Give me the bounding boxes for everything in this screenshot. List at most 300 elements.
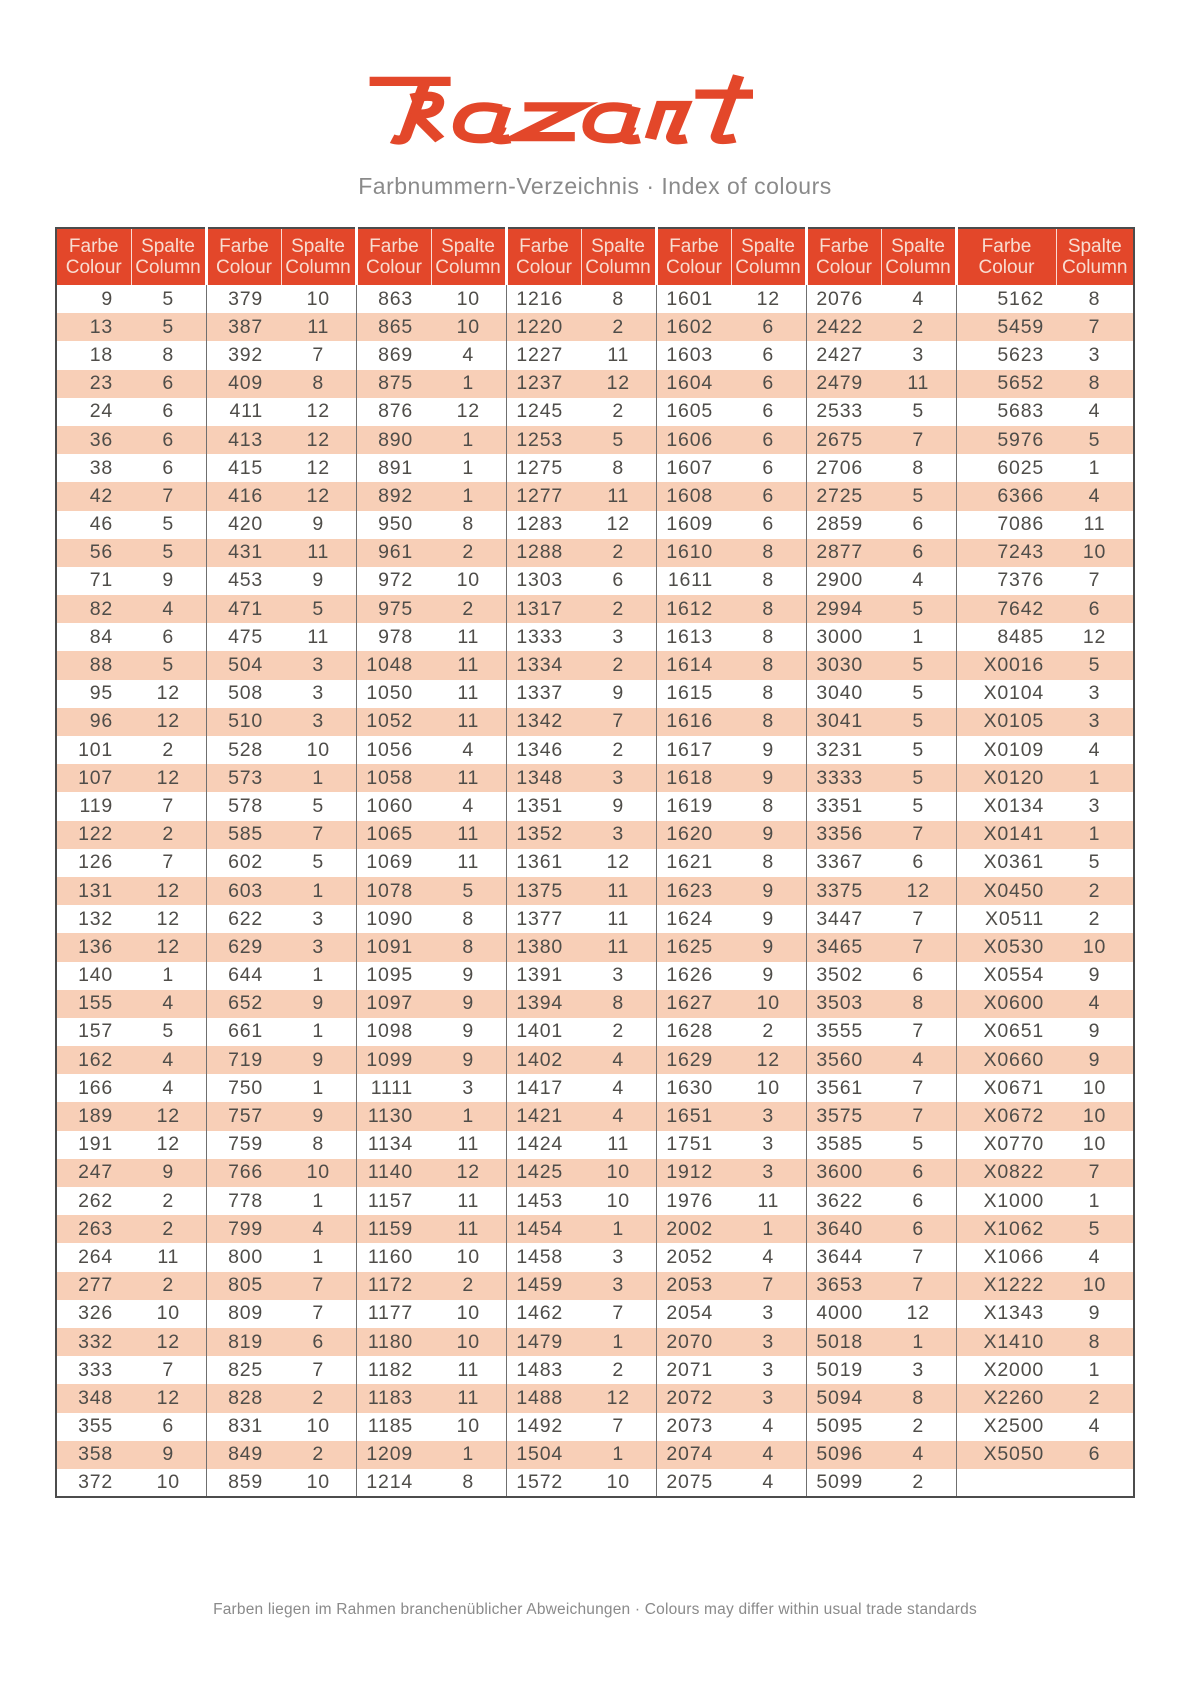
page-title: Farbnummern-Verzeichnis · Index of colours <box>358 173 832 199</box>
cell-column-number: 12 <box>581 1384 656 1412</box>
cell-colour-number: 5652 <box>956 370 1056 398</box>
cell-column-number: 1 <box>431 1102 506 1130</box>
cell-column-number: 7 <box>731 1272 806 1300</box>
cell-column-number: 12 <box>131 877 206 905</box>
cell-column-number: 8 <box>462 1470 475 1493</box>
cell-column-number: 1 <box>312 1020 325 1043</box>
cell-column-number: 2 <box>1088 907 1101 930</box>
cell-colour-number: X0016 <box>956 651 1056 679</box>
cell-colour-number: 3231 <box>806 736 881 764</box>
cell-column-number: 11 <box>1083 513 1106 536</box>
cell-colour-number: 799 <box>206 1215 281 1243</box>
cell-colour-number: 859 <box>206 1469 281 1497</box>
col-header-farbe-colour: Farbe Colour <box>506 228 581 285</box>
cell-column-number: 5 <box>1056 651 1134 679</box>
cell-colour-number: 5094 <box>806 1384 881 1412</box>
cell-column-number: 10 <box>156 1470 180 1493</box>
cell-column-number: 10 <box>1056 933 1134 961</box>
cell-column-number: 2 <box>431 595 506 623</box>
cell-column-number: 4 <box>462 738 475 761</box>
table-row <box>56 764 1134 792</box>
cell-colour-number: X0105 <box>956 708 1056 736</box>
cell-column-number: 4 <box>281 1215 356 1243</box>
cell-column-number: 11 <box>431 1215 506 1243</box>
cell-colour-number: 1288 <box>506 539 581 567</box>
cell-column-number: 10 <box>1056 1272 1134 1300</box>
cell-colour-number: 2422 <box>806 313 881 341</box>
cell-colour-number: 1608 <box>656 482 731 510</box>
cell-colour-number: X1000 <box>956 1187 1056 1215</box>
cell-colour-number: X0660 <box>956 1046 1056 1074</box>
cell-column-number: 1 <box>1056 821 1134 849</box>
cell-colour-number: 88 <box>56 651 131 679</box>
cell-column-number: 3 <box>762 1302 775 1325</box>
cell-column-number: 4 <box>881 1441 956 1469</box>
cell-colour-number: 1615 <box>656 680 731 708</box>
cell-column-number: 1 <box>1088 1358 1101 1381</box>
cell-colour-number: 1214 <box>356 1469 431 1497</box>
cell-colour-number: 3447 <box>806 905 881 933</box>
cell-colour-number: 891 <box>356 454 431 482</box>
cell-column-number: 1 <box>912 625 925 648</box>
cell-column-number: 4 <box>581 1102 656 1130</box>
col-header-spalte-column: Spalte Column <box>131 228 206 285</box>
cell-column-number: 2 <box>162 1189 175 1212</box>
cell-colour-number: 82 <box>56 595 131 623</box>
cell-column-number: 10 <box>306 1415 330 1438</box>
cell-colour-number: 1614 <box>656 651 731 679</box>
table-row <box>56 313 1134 341</box>
cell-column-number: 1 <box>881 1328 956 1356</box>
cell-column-number: 8 <box>312 1133 325 1156</box>
cell-column-number: 10 <box>306 738 330 761</box>
cell-column-number: 6 <box>881 1159 956 1187</box>
cell-colour-number: 409 <box>206 370 281 398</box>
cell-column-number: 5 <box>881 651 956 679</box>
cell-colour-number: 1611 <box>656 567 731 595</box>
cell-column-number: 10 <box>431 1328 506 1356</box>
cell-colour-number: 2427 <box>806 341 881 369</box>
cell-colour-number: 1462 <box>506 1300 581 1328</box>
cell-column-number: 10 <box>456 287 480 310</box>
cell-colour-number: 1134 <box>356 1131 431 1159</box>
cell-column-number: 8 <box>462 513 475 536</box>
cell-colour-number: 809 <box>206 1300 281 1328</box>
cell-colour-number: 1625 <box>656 933 731 961</box>
cell-column-number: 10 <box>731 990 806 1018</box>
cell-colour-number: 1245 <box>506 398 581 426</box>
cell-column-number: 12 <box>881 877 956 905</box>
cell-colour-number: 3030 <box>806 651 881 679</box>
cell-colour-number: 1183 <box>356 1384 431 1412</box>
cell-colour-number: 1098 <box>356 1018 431 1046</box>
cell-colour-number: 1048 <box>356 651 431 679</box>
cell-colour-number: 1185 <box>356 1413 431 1441</box>
table-row <box>56 651 1134 679</box>
cell-column-number: 8 <box>731 539 806 567</box>
cell-colour-number: 800 <box>206 1243 281 1271</box>
cell-colour-number: 1459 <box>506 1272 581 1300</box>
cell-colour-number: 1348 <box>506 764 581 792</box>
cell-column-number: 5 <box>162 1020 175 1043</box>
cell-colour-number: 1090 <box>356 905 431 933</box>
cell-column-number: 9 <box>431 1046 506 1074</box>
cell-colour-number: 1627 <box>656 990 731 1018</box>
cell-colour-number: 573 <box>206 764 281 792</box>
cell-column-number: 10 <box>306 1470 330 1493</box>
cell-column-number: 4 <box>612 1076 625 1099</box>
cell-colour-number: 805 <box>206 1272 281 1300</box>
colour-index-table <box>55 227 1135 1498</box>
cell-colour-number: 766 <box>206 1159 281 1187</box>
cell-colour-number: 5096 <box>806 1441 881 1469</box>
cell-colour-number: 892 <box>356 482 431 510</box>
cell-column-number: 8 <box>762 851 775 874</box>
cell-colour-number: 890 <box>356 426 431 454</box>
cell-column-number: 7 <box>312 343 325 366</box>
cell-column-number: 2 <box>612 738 625 761</box>
cell-column-number: 8 <box>612 456 625 479</box>
cell-column-number: 2 <box>581 651 656 679</box>
cell-column-number: 11 <box>457 851 480 874</box>
cell-column-number: 12 <box>306 456 330 479</box>
cell-colour-number: 2054 <box>656 1300 731 1328</box>
cell-column-number: 3 <box>1088 794 1101 817</box>
cell-column-number: 3 <box>731 1384 806 1412</box>
cell-column-number: 7 <box>881 1102 956 1130</box>
cell-column-number: 11 <box>607 343 630 366</box>
cell-column-number: 3 <box>1088 682 1101 705</box>
cell-colour-number: 3041 <box>806 708 881 736</box>
cell-column-number: 7 <box>881 933 956 961</box>
table-row <box>56 736 1134 764</box>
table-row <box>56 933 1134 961</box>
cell-colour-number: 1603 <box>656 341 731 369</box>
cell-colour-number: 1317 <box>506 595 581 623</box>
cell-colour-number: 42 <box>56 482 131 510</box>
cell-colour-number: 5162 <box>956 285 1056 313</box>
cell-column-number: 9 <box>762 907 775 930</box>
cell-column-number: 12 <box>156 907 180 930</box>
cell-column-number: 2 <box>581 595 656 623</box>
cell-colour-number: 333 <box>78 1358 113 1381</box>
cell-colour-number: 5459 <box>956 313 1056 341</box>
cell-column-number: 7 <box>612 1302 625 1325</box>
cell-colour-number: 3585 <box>806 1131 881 1159</box>
table-row <box>56 398 1134 426</box>
cell-column-number: 8 <box>912 456 925 479</box>
cell-column-number: 7 <box>162 851 175 874</box>
cell-column-number: 8 <box>762 625 775 648</box>
cell-colour-number: 661 <box>206 1018 281 1046</box>
cell-column-number: 1 <box>581 1215 656 1243</box>
cell-colour-number: 1605 <box>656 398 731 426</box>
cell-column-number: 9 <box>1088 1302 1101 1325</box>
cell-column-number: 8 <box>731 708 806 736</box>
cell-colour-number: X0651 <box>956 1018 1056 1046</box>
cell-colour-number: 778 <box>206 1187 281 1215</box>
cell-colour-number: 2859 <box>806 511 881 539</box>
table-row <box>56 454 1134 482</box>
cell-colour-number: 36 <box>56 426 131 454</box>
cell-colour-number: 602 <box>206 849 281 877</box>
cell-column-number: 7 <box>1056 313 1134 341</box>
cell-colour-number: 1391 <box>506 962 581 990</box>
cell-column-number: 9 <box>131 1441 206 1469</box>
cell-colour-number: 387 <box>206 313 281 341</box>
cell-colour-number: 2070 <box>656 1328 731 1356</box>
header-row <box>56 228 1134 285</box>
cell-column-number: 5 <box>912 682 925 705</box>
cell-colour-number: X1343 <box>956 1300 1056 1328</box>
cell-column-number: 2 <box>581 539 656 567</box>
cell-column-number: 7 <box>312 1302 325 1325</box>
cell-column-number: 6 <box>612 569 625 592</box>
table-row <box>56 905 1134 933</box>
table-row <box>56 539 1134 567</box>
cell-column-number: 3 <box>612 1245 625 1268</box>
table-row <box>56 962 1134 990</box>
cell-colour-number: 3333 <box>806 764 881 792</box>
cell-column-number: 8 <box>581 990 656 1018</box>
table-row <box>56 877 1134 905</box>
cell-column-number: 5 <box>1056 1215 1134 1243</box>
cell-colour-number: 7642 <box>956 595 1056 623</box>
cell-colour-number: 1912 <box>656 1159 731 1187</box>
cell-column-number: 10 <box>431 313 506 341</box>
cell-column-number: 1 <box>312 1076 325 1099</box>
cell-column-number: 11 <box>157 1245 180 1268</box>
cell-column-number: 6 <box>912 1189 925 1212</box>
cell-column-number: 1 <box>312 1189 325 1212</box>
cell-column-number: 1 <box>312 964 325 987</box>
cell-colour-number: 719 <box>206 1046 281 1074</box>
cell-column-number: 9 <box>731 877 806 905</box>
cell-column-number: 4 <box>1088 400 1101 423</box>
cell-colour-number: 1333 <box>506 623 581 651</box>
cell-column-number: 4 <box>462 794 475 817</box>
cell-colour-number: 1425 <box>506 1159 581 1187</box>
cell-column-number: 10 <box>281 1159 356 1187</box>
cell-colour-number: 759 <box>206 1131 281 1159</box>
cell-colour-number: 1628 <box>656 1018 731 1046</box>
cell-column-number: 9 <box>612 682 625 705</box>
cell-column-number: 2 <box>281 1441 356 1469</box>
cell-colour-number: 1157 <box>356 1187 431 1215</box>
cell-colour-number: 7086 <box>956 511 1056 539</box>
cell-colour-number: 972 <box>356 567 431 595</box>
table-row <box>56 1441 1134 1469</box>
cell-colour-number: X0672 <box>956 1102 1056 1130</box>
table-row <box>56 1300 1134 1328</box>
cell-colour-number: 1375 <box>506 877 581 905</box>
cell-colour-number: 1130 <box>356 1102 431 1130</box>
cell-colour-number: 9 <box>101 287 113 310</box>
table-row <box>56 1187 1134 1215</box>
cell-colour-number: X0671 <box>956 1074 1056 1102</box>
cell-column-number: 9 <box>462 1020 475 1043</box>
cell-column-number: 12 <box>606 513 630 536</box>
cell-column-number: 2 <box>912 1470 925 1493</box>
cell-colour-number: 1492 <box>506 1413 581 1441</box>
cell-colour-number: 3000 <box>806 623 881 651</box>
cell-column-number: 10 <box>156 1302 180 1325</box>
table-row <box>56 990 1134 1018</box>
cell-colour-number: 18 <box>89 343 113 366</box>
cell-column-number: 6 <box>731 313 806 341</box>
cell-colour-number: 6366 <box>956 482 1056 510</box>
cell-colour-number: 415 <box>206 454 281 482</box>
cell-colour-number: 1078 <box>356 877 431 905</box>
cell-colour-number: 277 <box>56 1272 131 1300</box>
cell-column-number: 2 <box>762 1020 775 1043</box>
cell-colour-number: 332 <box>56 1328 131 1356</box>
cell-colour-number: 3622 <box>806 1187 881 1215</box>
cell-colour-number: X2500 <box>956 1413 1056 1441</box>
cell-column-number: 1 <box>281 764 356 792</box>
cell-colour-number <box>956 1469 1056 1497</box>
cell-colour-number: 1140 <box>356 1159 431 1187</box>
footnote: Farben liegen im Rahmen branchenüblicher Abweichungen · Colours may differ within usual trade standards <box>213 1601 977 1619</box>
cell-colour-number: 1056 <box>356 736 431 764</box>
cell-colour-number: 1227 <box>506 341 581 369</box>
cell-column-number: 11 <box>757 1189 780 1212</box>
cell-column-number: 6 <box>762 400 775 423</box>
table-row <box>56 285 1134 313</box>
cell-colour-number: 475 <box>206 623 281 651</box>
table-row <box>56 1018 1134 1046</box>
cell-colour-number: 56 <box>56 539 131 567</box>
cell-colour-number: 1050 <box>356 680 431 708</box>
cell-column-number: 8 <box>1088 287 1101 310</box>
cell-column-number: 7 <box>881 1272 956 1300</box>
cell-colour-number: 1220 <box>506 313 581 341</box>
cell-colour-number: 3367 <box>806 849 881 877</box>
cell-column-number: 10 <box>306 287 330 310</box>
cell-column-number: 4 <box>1056 990 1134 1018</box>
cell-colour-number: X2260 <box>956 1384 1056 1412</box>
cell-column-number: 7 <box>912 1020 925 1043</box>
cell-column-number: 4 <box>162 1076 175 1099</box>
cell-column-number: 4 <box>762 1470 775 1493</box>
cell-column-number: 1 <box>431 370 506 398</box>
cell-column-number: 4 <box>1088 1415 1101 1438</box>
cell-colour-number: 3375 <box>806 877 881 905</box>
col-header-spalte-column: Spalte Column <box>881 228 956 285</box>
cell-column-number: 5 <box>912 400 925 423</box>
cell-colour-number: 3040 <box>806 680 881 708</box>
cell-column-number: 2 <box>1056 877 1134 905</box>
cell-column-number: 9 <box>731 764 806 792</box>
cell-colour-number: 119 <box>79 794 113 817</box>
cell-colour-number: 264 <box>78 1245 113 1268</box>
cell-column-number: 11 <box>581 933 656 961</box>
cell-colour-number: 1337 <box>506 680 581 708</box>
table-row <box>56 849 1134 877</box>
cell-colour-number: 528 <box>206 736 281 764</box>
cell-colour-number: X1410 <box>956 1328 1056 1356</box>
table-row <box>56 1356 1134 1384</box>
cell-colour-number: 107 <box>56 764 131 792</box>
cell-column-number: 9 <box>312 513 325 536</box>
table-row <box>56 1243 1134 1271</box>
cell-colour-number: 504 <box>206 651 281 679</box>
cell-colour-number: 326 <box>78 1302 113 1325</box>
cell-column-number: 4 <box>131 1046 206 1074</box>
cell-colour-number: 5099 <box>806 1469 881 1497</box>
cell-column-number: 12 <box>581 370 656 398</box>
cell-column-number: 3 <box>912 343 925 366</box>
cell-column-number: 8 <box>762 682 775 705</box>
cell-column-number: 10 <box>581 1159 656 1187</box>
cell-colour-number: 1618 <box>656 764 731 792</box>
cell-column-number: 12 <box>156 1133 180 1156</box>
cell-column-number: 2 <box>1056 1384 1134 1412</box>
cell-column-number: 9 <box>312 569 325 592</box>
cell-colour-number: 5623 <box>956 341 1056 369</box>
cell-colour-number: 2071 <box>656 1356 731 1384</box>
cell-colour-number: 1160 <box>356 1243 431 1271</box>
cell-colour-number: 1361 <box>506 849 581 877</box>
cell-colour-number: 392 <box>206 341 281 369</box>
table-row <box>56 1102 1134 1130</box>
cell-column-number: 3 <box>312 907 325 930</box>
cell-column-number: 10 <box>756 1076 780 1099</box>
cell-colour-number: 1619 <box>656 792 731 820</box>
cell-column-number: 9 <box>281 990 356 1018</box>
cell-colour-number: 1421 <box>506 1102 581 1130</box>
cell-column-number: 6 <box>281 1328 356 1356</box>
cell-colour-number: 3653 <box>806 1272 881 1300</box>
cell-colour-number: X1222 <box>956 1272 1056 1300</box>
cell-column-number: 10 <box>606 1470 630 1493</box>
cell-column-number: 6 <box>731 482 806 510</box>
cell-colour-number: 750 <box>206 1074 281 1102</box>
cell-column-number: 6 <box>912 513 925 536</box>
cell-column-number: 11 <box>457 1358 480 1381</box>
cell-column-number: 4 <box>731 1441 806 1469</box>
cell-colour-number: 126 <box>78 851 113 874</box>
cell-column-number: 6 <box>762 456 775 479</box>
cell-column-number: 3 <box>612 625 625 648</box>
cell-column-number: 11 <box>431 651 506 679</box>
cell-column-number: 3 <box>731 1159 806 1187</box>
cell-colour-number: 2900 <box>806 567 881 595</box>
cell-column-number: 2 <box>431 539 506 567</box>
cell-colour-number: X5050 <box>956 1441 1056 1469</box>
cell-colour-number: 1303 <box>506 567 581 595</box>
cell-column-number: 7 <box>912 1245 925 1268</box>
cell-colour-number: 5976 <box>956 426 1056 454</box>
cell-colour-number: 1052 <box>356 708 431 736</box>
col-header-spalte-column: Spalte Column <box>281 228 356 285</box>
cell-column-number: 6 <box>1056 595 1134 623</box>
cell-column-number: 1 <box>1056 764 1134 792</box>
cell-colour-number: 101 <box>78 738 113 761</box>
cell-colour-number: 2052 <box>656 1243 731 1271</box>
cell-column-number: 12 <box>131 1102 206 1130</box>
cell-column-number: 3 <box>281 708 356 736</box>
cell-column-number: 7 <box>1088 569 1101 592</box>
cell-column-number: 10 <box>1056 539 1134 567</box>
cell-column-number: 3 <box>581 821 656 849</box>
cell-colour-number: 1613 <box>656 623 731 651</box>
cell-colour-number: 1097 <box>356 990 431 1018</box>
cell-column-number: 7 <box>131 482 206 510</box>
cell-colour-number: 819 <box>206 1328 281 1356</box>
cell-column-number: 7 <box>881 426 956 454</box>
cell-colour-number: 2725 <box>806 482 881 510</box>
